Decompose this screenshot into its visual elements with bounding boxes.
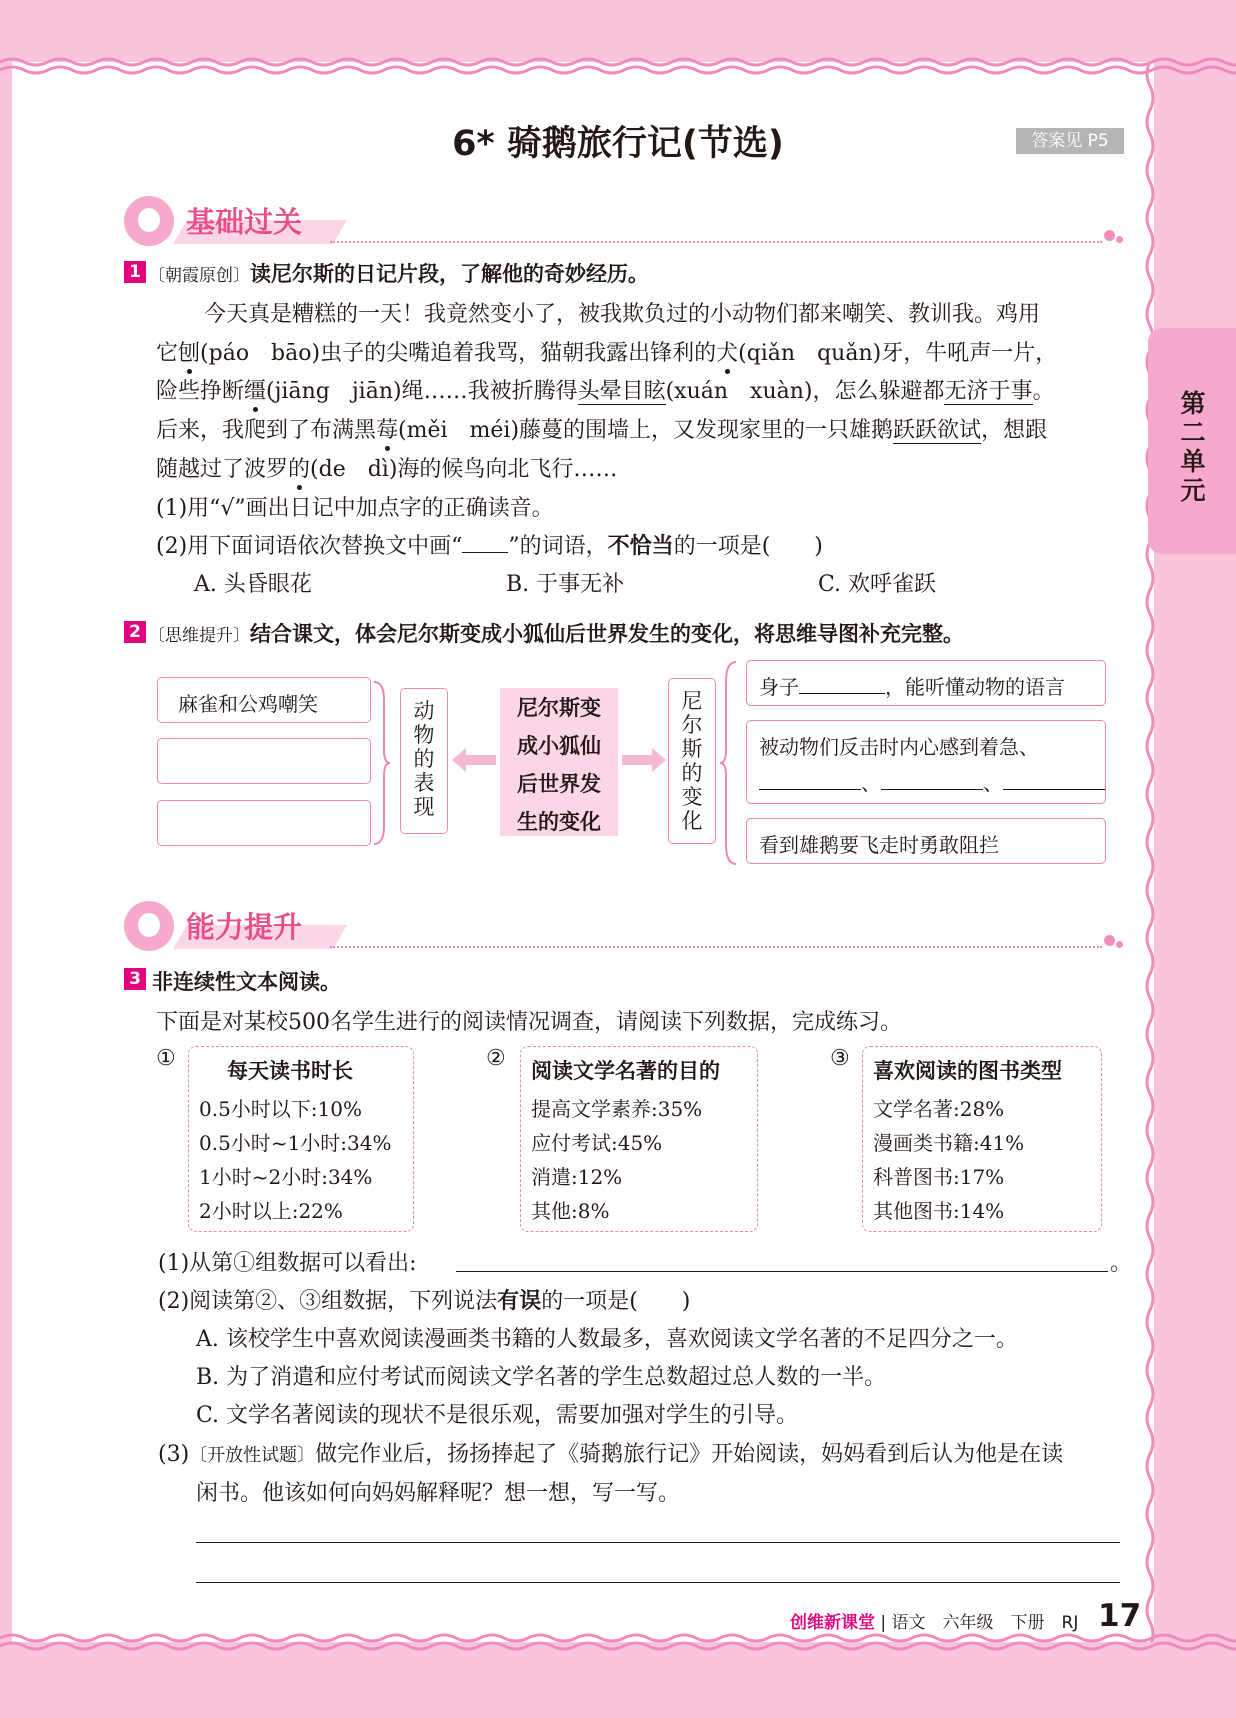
dotted-char: 莓 [376, 413, 398, 444]
option-b[interactable]: B. 于事无补 [506, 572, 625, 597]
section-divider [330, 946, 1102, 948]
unit-label: 第二单元 [1177, 390, 1206, 506]
answer-line[interactable] [456, 1271, 1108, 1272]
underlined-phrase: 跃跃欲试 [893, 418, 982, 443]
lesson-title: 6* 骑鹅旅行记(节选) [452, 124, 784, 164]
left-brace [372, 680, 392, 846]
diary-line-4: 后来，我爬到了布满黑莓(měi méi)藤蔓的围墙上，又发现家里的一只雄鹅跃跃欲试，想跟 [156, 413, 1047, 444]
data-group-3: 喜欢阅读的图书类型 文学名著:28% 漫画类书籍:41% 科普图书:17% 其他图书:14% [862, 1046, 1102, 1232]
fill-blank[interactable] [881, 789, 983, 790]
option-a[interactable]: A. 头昏眼花 [194, 572, 312, 597]
unit-side-tab[interactable] [1148, 328, 1236, 554]
arrow-left-icon [452, 748, 496, 772]
section-title-basic: 基础过关 [186, 205, 303, 239]
center-line: 尼尔斯变 [517, 696, 601, 720]
question-1-header [148, 258, 649, 288]
section-divider [330, 241, 1102, 243]
fill-blank[interactable] [799, 693, 885, 694]
mindmap-center [500, 688, 618, 836]
center-line: 生的变化 [517, 810, 601, 834]
question-3-header: 非连续性文本阅读。 [152, 970, 341, 994]
data-group-1: 每天读书时长 0.5小时以下:10% 0.5小时~1小时:34% 1小时~2小时:34% 2小时以上:22% [188, 1046, 414, 1232]
footer-info: 创维新课堂 | 语文 六年级 下册 RJ [790, 1613, 1079, 1633]
dotted-char: 刨 [178, 336, 200, 367]
answer-reference-badge: 答案见 P5 [1016, 128, 1124, 154]
student-reading-icon [124, 196, 174, 246]
wavy-border-top [0, 52, 1236, 80]
question-prompt: 读尼尔斯的日记片段，了解他的奇妙经历。 [250, 262, 649, 286]
q3-option-c[interactable]: C. 文学名著阅读的现状不是很乐观，需要加强对学生的引导。 [196, 1403, 799, 1428]
group-marker: ③ [830, 1046, 850, 1071]
q3-option-b[interactable]: B. 为了消遣和应付考试而阅读文学名著的学生总数超过总人数的一半。 [196, 1365, 887, 1390]
answer-line[interactable] [196, 1582, 1120, 1583]
sub-question-2: (2)用下面词语依次替换文中画“ ”的词语，不恰当的一项是( ) [156, 533, 823, 559]
arrow-right-icon [622, 748, 666, 772]
mindmap-label-animals: 动物的表现 [400, 688, 448, 834]
underlined-phrase: 无济于事 [944, 379, 1033, 404]
mindmap-label-nils: 尼尔斯的变化 [668, 678, 716, 844]
q3-sub-2: (2)阅读第②、③组数据，下列说法有误的一项是( ) [158, 1288, 691, 1314]
answer-line[interactable] [196, 1542, 1120, 1543]
question-2-header: 〔思维提升〕结合课文，体会尼尔斯变成小狐仙后世界发生的变化，将思维导图补充完整。 [148, 622, 964, 646]
footer-subject: 语文 六年级 下册 RJ [891, 1613, 1079, 1633]
page-number: 17 [1098, 1598, 1142, 1634]
underline-sample [462, 552, 508, 553]
wavy-border-right [1140, 62, 1160, 1642]
question-tag: 〔朝霞原创〕 [148, 266, 250, 286]
fill-blank[interactable] [1003, 789, 1105, 790]
mindmap-right-box-3: 看到雄鹅要飞走时勇敢阻拦 [746, 818, 1106, 864]
footer-brand: 创维新课堂 [790, 1613, 875, 1633]
mindmap-answer-box[interactable] [157, 800, 371, 846]
question-number: 2 [124, 621, 146, 643]
q3-sub-1: (1)从第①组数据可以看出: [158, 1251, 417, 1276]
center-line: 后世界发 [517, 772, 601, 796]
diary-line-2: 它刨(páo bāo)虫子的尖嘴追着我骂，猫朝我露出锋利的犬(qiǎn quǎn)牙，牛吼声一片， [156, 336, 1057, 367]
mindmap-right-box-1[interactable]: 身子 ，能听懂动物的语言 [746, 660, 1106, 706]
mindmap-answer-box[interactable] [157, 738, 371, 784]
divider-dot [1104, 935, 1115, 946]
right-brace [718, 660, 738, 866]
mindmap-left-box-1: 麻雀和公鸡嘲笑 [157, 677, 371, 723]
dotted-char: 的 [288, 452, 310, 483]
dotted-char: 缰 [244, 374, 266, 405]
question-number: 3 [124, 968, 146, 990]
fill-blank[interactable] [759, 789, 861, 790]
q3-option-a[interactable]: A. 该校学生中喜欢阅读漫画类书籍的人数最多，喜欢阅读文学名著的不足四分之一。 [196, 1327, 1018, 1352]
survey-intro: 下面是对某校500名学生进行的阅读情况调查，请阅读下列数据，完成练习。 [156, 1010, 902, 1035]
q3-sub-3: (3)〔开放性试题〕做完作业后，扬扬捧起了《骑鹅旅行记》开始阅读，妈妈看到后认为他是在读 [158, 1442, 1064, 1467]
dotted-char: 犬 [716, 336, 738, 367]
question-number: 1 [124, 261, 146, 283]
option-c[interactable]: C. 欢呼雀跃 [818, 572, 937, 597]
student-thinking-icon [124, 901, 174, 951]
data-group-2: 阅读文学名著的目的 提高文学素养:35% 应付考试:45% 消遣:12% 其他:8% [520, 1046, 758, 1232]
divider-dot [1116, 236, 1123, 243]
diary-line-3: 险些挣断缰(jiāng jiān)绳……我被折腾得头晕目眩(xuán xuàn)，怎么躲避都无济于事。 [156, 374, 1055, 405]
section-title-advanced: 能力提升 [186, 910, 303, 944]
center-line: 成小狐仙 [517, 734, 601, 758]
divider-dot [1104, 230, 1115, 241]
underlined-phrase: 头晕目眩 [577, 379, 666, 404]
diary-line-1: 今天真是糟糕的一天！我竟然变小了，被我欺负过的小动物们都来嘲笑、教训我。鸡用 [204, 302, 1041, 327]
group-marker: ② [486, 1046, 506, 1071]
divider-dot [1116, 941, 1123, 948]
diary-line-5: 随越过了波罗的(de dì)海的候鸟向北飞行…… [156, 452, 617, 483]
mindmap-right-box-2[interactable]: 被动物们反击时内心感到着急、 、 、 [746, 720, 1106, 804]
group-marker: ① [156, 1046, 176, 1071]
sub-question-1: (1)用“√”画出日记中加点字的正确读音。 [156, 496, 554, 521]
